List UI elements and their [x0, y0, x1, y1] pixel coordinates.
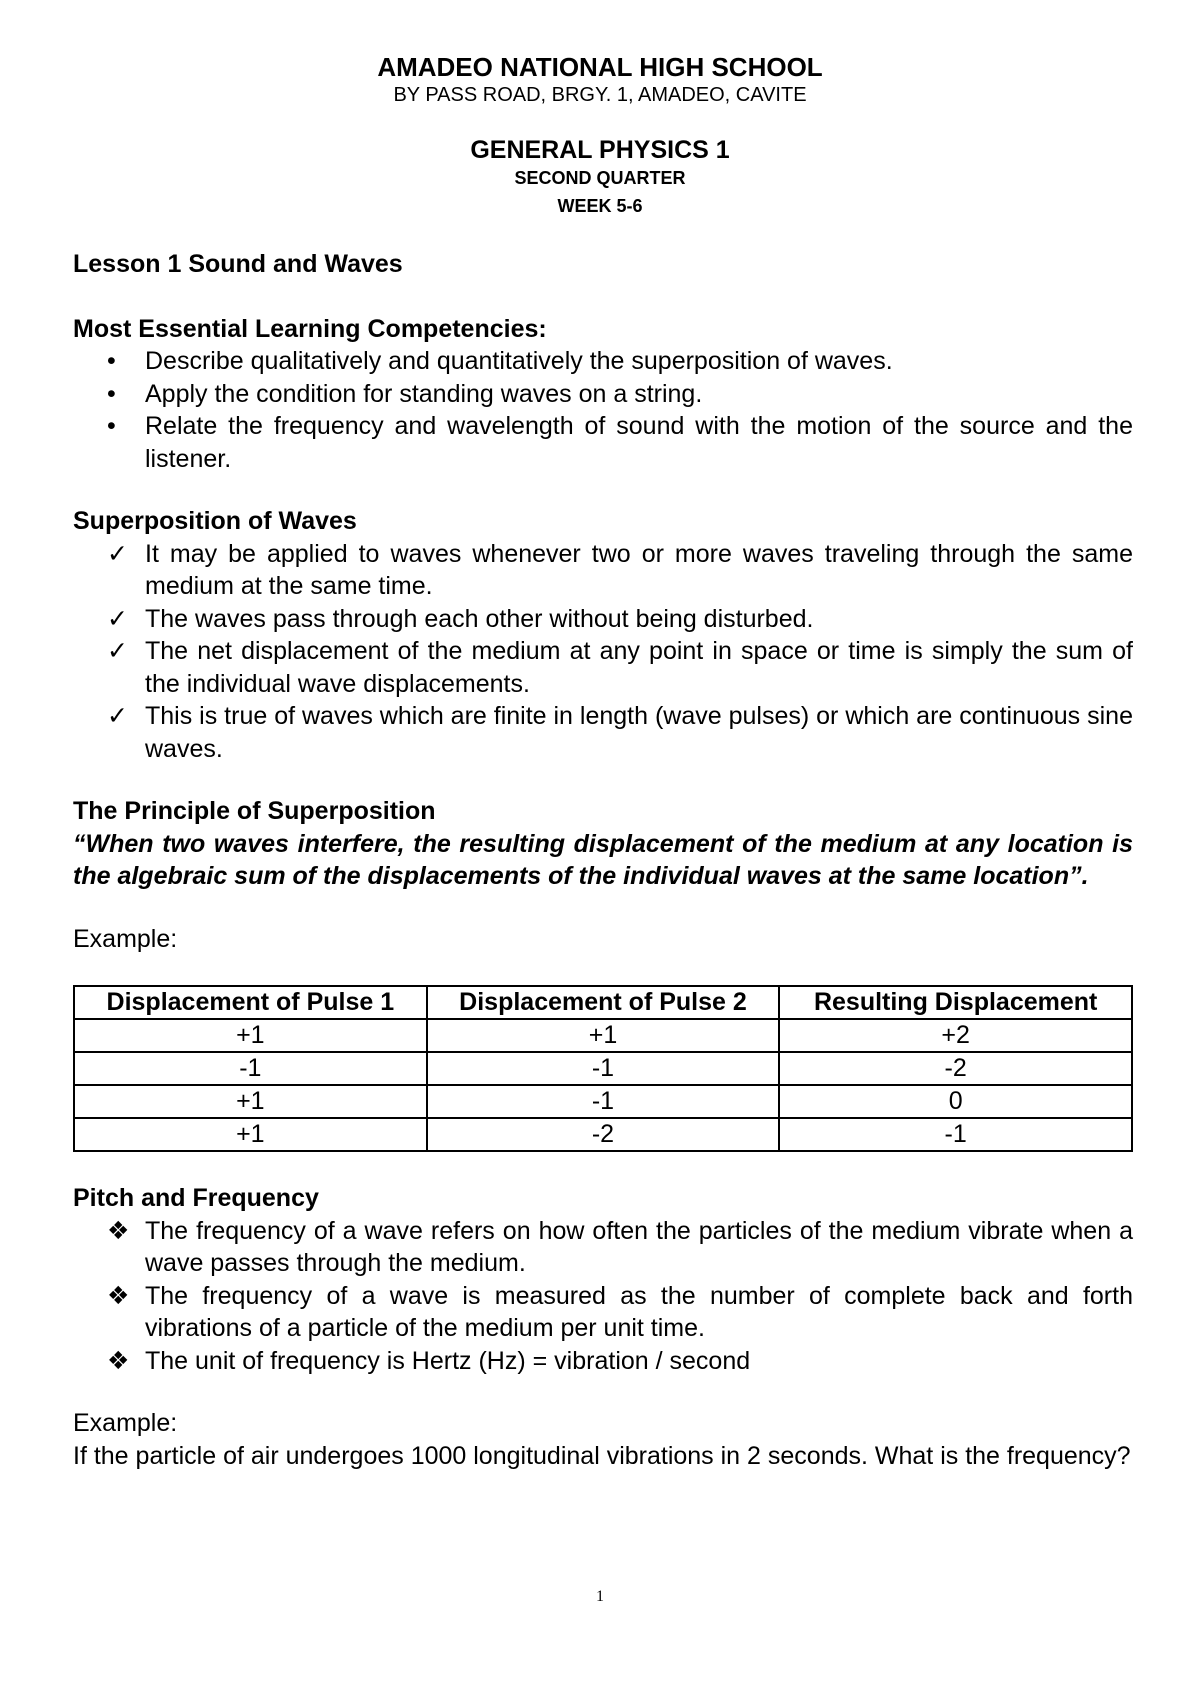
page-number: 1	[596, 1588, 604, 1605]
list-item-text: Apply the condition for standing waves on a string.	[145, 379, 703, 408]
competencies-heading: Most Essential Learning Competencies:	[73, 314, 547, 343]
superposition-list	[73, 538, 1133, 766]
school-address: BY PASS ROAD, BRGY. 1, AMADEO, CAVITE	[393, 84, 807, 106]
bullet-icon: •	[107, 412, 116, 440]
list-item	[107, 345, 1133, 378]
list-item-text: This is true of waves which are finite in length (wave pulses) or which are continuous sine waves.	[145, 702, 1133, 763]
table-row	[74, 1085, 1132, 1118]
pitch-list	[73, 1215, 1133, 1378]
table-cell: -1	[427, 1052, 780, 1085]
list-item-text: The frequency of a wave is measured as the number of complete back and forth vibrations of a particle of the medium per unit time.	[145, 1281, 1133, 1342]
table-cell: -1	[427, 1085, 780, 1118]
bullet-icon: •	[107, 347, 116, 375]
bullet-icon: •	[107, 379, 116, 408]
school-name: AMADEO NATIONAL HIGH SCHOOL	[377, 52, 823, 82]
list-item	[107, 603, 1133, 636]
list-item	[107, 1280, 1133, 1345]
pitch-heading: Pitch and Frequency	[73, 1184, 319, 1212]
week-label: WEEK 5-6	[557, 196, 643, 216]
list-item-text: The waves pass through each other without being disturbed.	[145, 604, 814, 633]
superposition-heading: Superposition of Waves	[73, 507, 357, 535]
diamond-bullet-icon: ❖	[107, 1216, 130, 1245]
column-header: Displacement of Pulse 2	[427, 986, 780, 1019]
principle-quote: “When two waves interfere, the resulting displacement of the medium at any location is the algebraic sum of the displacements of the individual waves at the same location”.	[73, 829, 1133, 890]
list-item-text: The frequency of a wave refers on how often the particles of the medium vibrate when a wave passes through the medium.	[145, 1216, 1133, 1277]
table-cell: +1	[427, 1019, 780, 1052]
list-item	[107, 378, 1133, 411]
list-item	[107, 700, 1133, 765]
example-question: If the particle of air undergoes 1000 longitudinal vibrations in 2 seconds. What is the frequency?	[73, 1441, 1131, 1470]
competencies-list	[73, 345, 1133, 475]
column-header: Resulting Displacement	[779, 986, 1132, 1019]
checkmark-icon: ✓	[107, 604, 128, 633]
list-item	[107, 538, 1133, 603]
list-item	[107, 635, 1133, 700]
document-body	[73, 248, 1133, 1472]
table-row	[74, 1052, 1132, 1085]
table-cell: +2	[779, 1019, 1132, 1052]
table-cell: -2	[427, 1118, 780, 1151]
checkmark-icon: ✓	[107, 637, 128, 665]
list-item-text: Describe qualitatively and quantitatively the superposition of waves.	[145, 347, 893, 375]
principle-heading: The Principle of Superposition	[73, 797, 436, 825]
list-item-text: The net displacement of the medium at any point in space or time is simply the sum of the individual wave displacements.	[145, 637, 1133, 698]
table-cell: +1	[74, 1118, 427, 1151]
subject-title: GENERAL PHYSICS 1	[470, 136, 730, 164]
list-item-text: It may be applied to waves whenever two or more waves traveling through the same medium at the same time.	[145, 539, 1133, 600]
superposition-example-table	[73, 985, 1133, 1152]
column-header: Displacement of Pulse 1	[74, 986, 427, 1019]
list-item	[107, 410, 1133, 475]
table-cell: 0	[779, 1085, 1132, 1118]
checkmark-icon: ✓	[107, 702, 128, 730]
table-cell: -1	[74, 1052, 427, 1085]
list-item-text: Relate the frequency and wavelength of sound with the motion of the source and the listener.	[145, 412, 1133, 473]
table-row	[74, 1118, 1132, 1151]
diamond-bullet-icon: ❖	[107, 1281, 130, 1310]
table-cell: +1	[74, 1019, 427, 1052]
quarter-label: SECOND QUARTER	[514, 168, 686, 188]
list-item	[107, 1345, 1133, 1378]
list-item-text: The unit of frequency is Hertz (Hz) = vibration / second	[145, 1346, 751, 1375]
checkmark-icon: ✓	[107, 539, 128, 568]
diamond-bullet-icon: ❖	[107, 1346, 130, 1375]
table-cell: +1	[74, 1085, 427, 1118]
table-cell: -1	[779, 1118, 1132, 1151]
table-row	[74, 1019, 1132, 1052]
example-label: Example:	[73, 924, 178, 953]
table-header-row	[74, 986, 1132, 1019]
list-item	[107, 1215, 1133, 1280]
lesson-title: Lesson 1 Sound and Waves	[73, 250, 403, 278]
example-label: Example:	[73, 1409, 178, 1437]
table-cell: -2	[779, 1052, 1132, 1085]
